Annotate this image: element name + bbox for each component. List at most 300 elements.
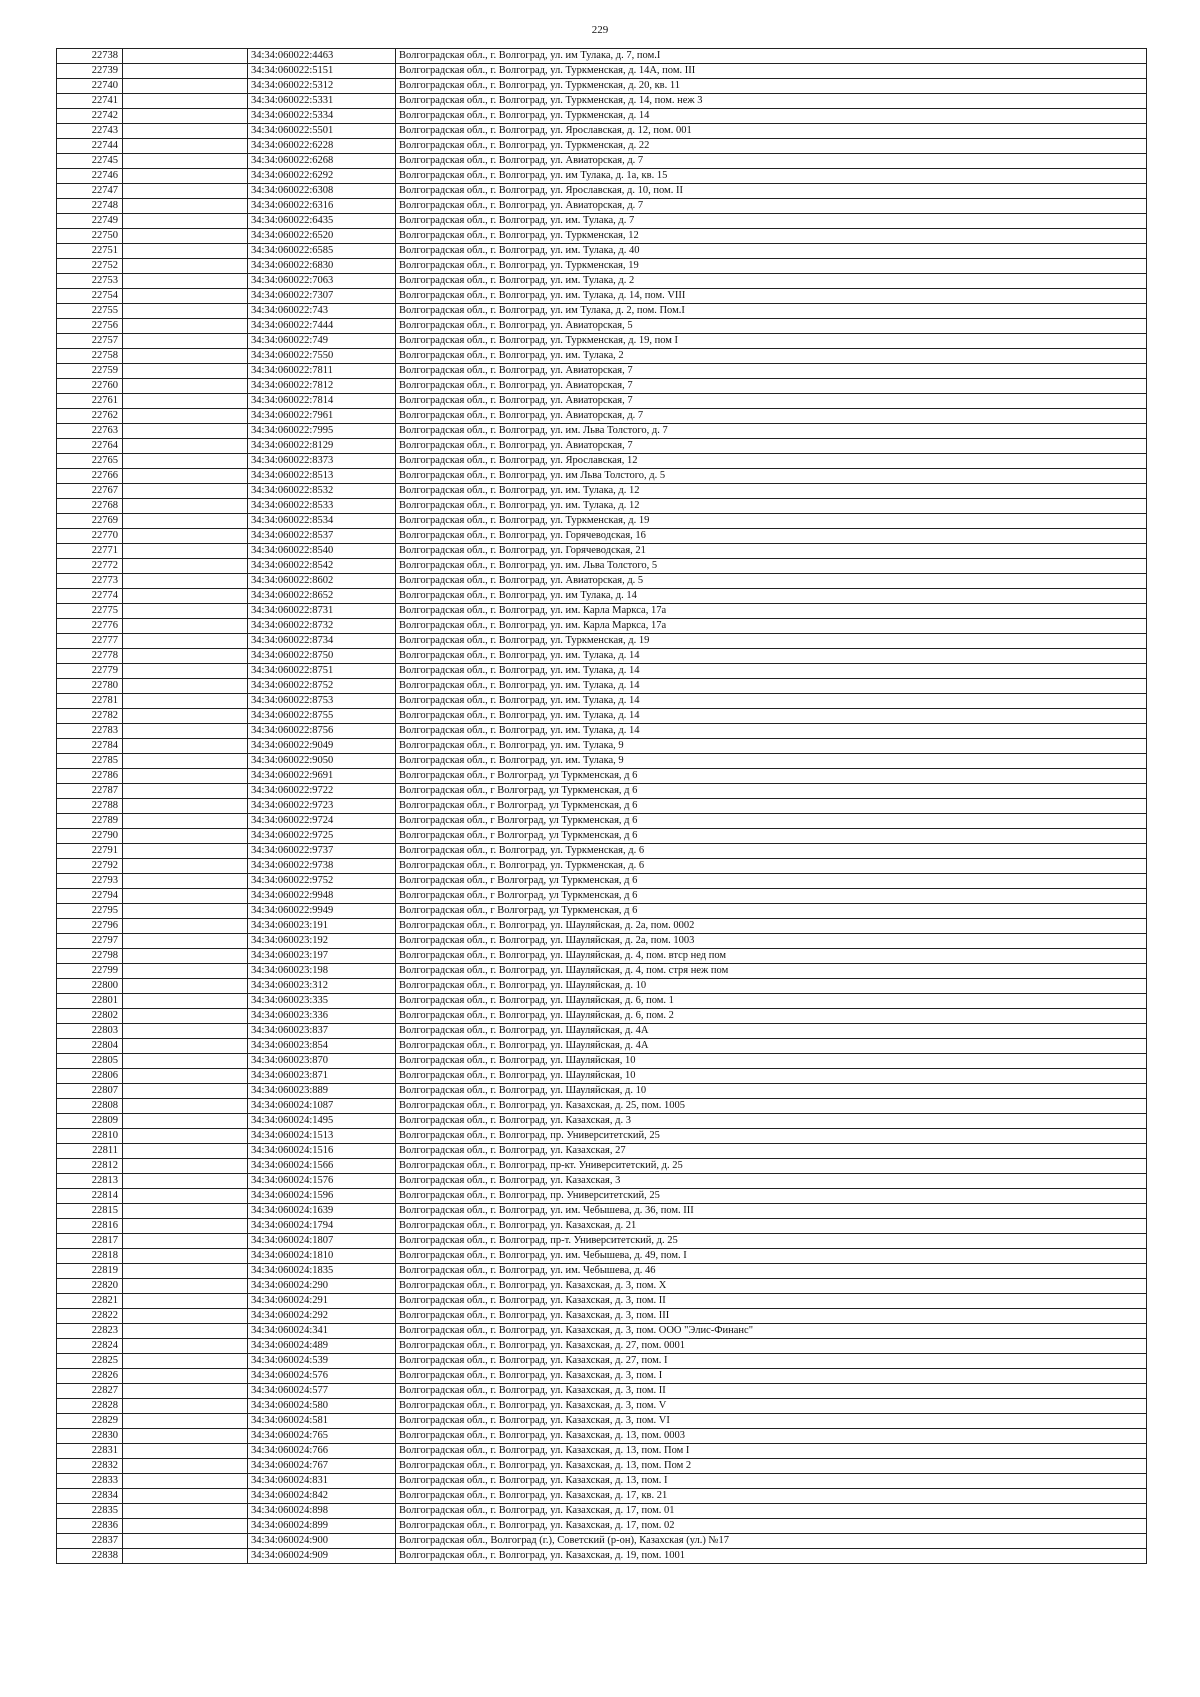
cadastral-number-cell: 34:34:060022:9724 [248,814,396,829]
row-number-cell: 22789 [57,814,123,829]
table-row [57,1354,1147,1369]
address-cell: Волгоградская обл., г. Волгоград, ул. Казахская, 27 [396,1144,1147,1159]
row-number-cell: 22835 [57,1504,123,1519]
row-number-cell: 22788 [57,799,123,814]
empty-cell [123,859,248,874]
table-row [57,1039,1147,1054]
cadastral-number-cell: 34:34:060024:1835 [248,1264,396,1279]
address-cell: Волгоградская обл., г. Волгоград, ул. Шауляйская, д. 10 [396,1084,1147,1099]
table-row [57,874,1147,889]
empty-cell [123,559,248,574]
empty-cell [123,784,248,799]
address-cell: Волгоградская обл., г. Волгоград, ул. Казахская, д. 25, пом. 1005 [396,1099,1147,1114]
table-row [57,1219,1147,1234]
table-row [57,364,1147,379]
address-cell: Волгоградская обл., Волгоград (г.), Советский (р-он), Казахская (ул.) №17 [396,1534,1147,1549]
cadastral-number-cell: 34:34:060023:336 [248,1009,396,1024]
cadastral-number-cell: 34:34:060024:290 [248,1279,396,1294]
empty-cell [123,1264,248,1279]
cadastral-number-cell: 34:34:060024:539 [248,1354,396,1369]
address-cell: Волгоградская обл., г. Волгоград, ул. им. Тулака, д. 12 [396,484,1147,499]
cadastral-number-cell: 34:34:060022:9725 [248,829,396,844]
empty-cell [123,469,248,484]
page-number: 229 [591,24,609,36]
cadastral-number-cell: 34:34:060022:7814 [248,394,396,409]
cadastral-number-cell: 34:34:060022:7550 [248,349,396,364]
address-cell: Волгоградская обл., г. Волгоград, ул. Казахская, д. 19, пом. 1001 [396,1549,1147,1564]
address-cell: Волгоградская обл., г. Волгоград, ул. Туркменская, д. 19 [396,514,1147,529]
row-number-cell: 22802 [57,1009,123,1024]
address-cell: Волгоградская обл., г. Волгоград, ул. им. Карла Маркса, 17а [396,619,1147,634]
address-cell: Волгоградская обл., г. Волгоград, ул. Авиаторская, 7 [396,364,1147,379]
row-number-cell: 22752 [57,259,123,274]
row-number-cell: 22828 [57,1399,123,1414]
address-cell: Волгоградская обл., г. Волгоград, ул. Авиаторская, 7 [396,379,1147,394]
row-number-cell: 22739 [57,64,123,79]
address-cell: Волгоградская обл., г. Волгоград, ул. Туркменская, д. 14, пом. неж 3 [396,94,1147,109]
table-row [57,964,1147,979]
address-cell: Волгоградская обл., г. Волгоград, ул. им. Чебышева, д. 36, пом. III [396,1204,1147,1219]
table-row [57,844,1147,859]
empty-cell [123,1159,248,1174]
empty-cell [123,1354,248,1369]
empty-cell [123,199,248,214]
cadastral-number-cell: 34:34:060022:9737 [248,844,396,859]
table-row [57,1489,1147,1504]
cadastral-number-cell: 34:34:060024:1639 [248,1204,396,1219]
cadastral-number-cell: 34:34:060022:5151 [248,64,396,79]
row-number-cell: 22744 [57,139,123,154]
row-number-cell: 22768 [57,499,123,514]
table-row [57,679,1147,694]
table-row [57,79,1147,94]
empty-cell [123,1099,248,1114]
empty-cell [123,379,248,394]
cadastral-number-cell: 34:34:060024:580 [248,1399,396,1414]
row-number-cell: 22745 [57,154,123,169]
table-row [57,334,1147,349]
row-number-cell: 22784 [57,739,123,754]
row-number-cell: 22827 [57,1384,123,1399]
row-number-cell: 22810 [57,1129,123,1144]
row-number-cell: 22803 [57,1024,123,1039]
address-cell: Волгоградская обл., г Волгоград, ул Туркменская, д 6 [396,904,1147,919]
row-number-cell: 22830 [57,1429,123,1444]
address-cell: Волгоградская обл., г. Волгоград, ул. Казахская, д. 21 [396,1219,1147,1234]
table-row [57,829,1147,844]
cadastral-number-cell: 34:34:060022:5501 [248,124,396,139]
row-number-cell: 22807 [57,1084,123,1099]
table-row [57,649,1147,664]
table-row [57,1279,1147,1294]
empty-cell [123,1069,248,1084]
empty-cell [123,1339,248,1354]
address-cell: Волгоградская обл., г. Волгоград, ул. им. Тулака, 9 [396,754,1147,769]
cadastral-number-cell: 34:34:060022:8513 [248,469,396,484]
address-cell: Волгоградская обл., г. Волгоград, ул. им. Тулака, д. 14 [396,724,1147,739]
address-cell: Волгоградская обл., г. Волгоград, ул. им. Льва Толстого, 5 [396,559,1147,574]
cadastral-number-cell: 34:34:060024:581 [248,1414,396,1429]
row-number-cell: 22834 [57,1489,123,1504]
table-row [57,1189,1147,1204]
empty-cell [123,439,248,454]
table-row [57,1474,1147,1489]
table-row [57,1414,1147,1429]
address-cell: Волгоградская обл., г. Волгоград, ул. им Тулака, д. 1а, кв. 15 [396,169,1147,184]
address-cell: Волгоградская обл., г. Волгоград, ул. Шауляйская, д. 4, пом. втср нед пом [396,949,1147,964]
table-row [57,1129,1147,1144]
cadastral-number-cell: 34:34:060024:577 [248,1384,396,1399]
empty-cell [123,994,248,1009]
address-cell: Волгоградская обл., г. Волгоград, ул. Горячеводская, 16 [396,529,1147,544]
row-number-cell: 22798 [57,949,123,964]
address-cell: Волгоградская обл., г. Волгоград, ул. Казахская, д. 3, пом. II [396,1294,1147,1309]
address-cell: Волгоградская обл., г. Волгоград, ул. Шауляйская, д. 4А [396,1024,1147,1039]
row-number-cell: 22824 [57,1339,123,1354]
address-cell: Волгоградская обл., г Волгоград, ул Туркменская, д 6 [396,814,1147,829]
address-cell: Волгоградская обл., г. Волгоград, ул. им. Чебышева, д. 49, пом. I [396,1249,1147,1264]
address-cell: Волгоградская обл., г. Волгоград, ул. Казахская, д. 3, пом. X [396,1279,1147,1294]
address-cell: Волгоградская обл., г. Волгоград, ул. Авиаторская, 7 [396,439,1147,454]
row-number-cell: 22754 [57,289,123,304]
row-number-cell: 22771 [57,544,123,559]
cadastral-number-cell: 34:34:060022:4463 [248,49,396,64]
address-cell: Волгоградская обл., г. Волгоград, ул. Казахская, д. 17, пом. 01 [396,1504,1147,1519]
cadastral-number-cell: 34:34:060023:870 [248,1054,396,1069]
empty-cell [123,574,248,589]
row-number-cell: 22820 [57,1279,123,1294]
address-cell: Волгоградская обл., г. Волгоград, пр. Университетский, 25 [396,1189,1147,1204]
row-number-cell: 22742 [57,109,123,124]
cadastral-number-cell: 34:34:060023:192 [248,934,396,949]
row-number-cell: 22812 [57,1159,123,1174]
row-number-cell: 22765 [57,454,123,469]
table-row [57,859,1147,874]
row-number-cell: 22738 [57,49,123,64]
table-row [57,439,1147,454]
empty-cell [123,949,248,964]
table-row [57,64,1147,79]
table-row [57,1114,1147,1129]
address-cell: Волгоградская обл., г. Волгоград, ул. Туркменская, д. 20, кв. 11 [396,79,1147,94]
cadastral-number-cell: 34:34:060023:191 [248,919,396,934]
empty-cell [123,694,248,709]
empty-cell [123,1429,248,1444]
address-cell: Волгоградская обл., г Волгоград, ул Туркменская, д 6 [396,799,1147,814]
row-number-cell: 22762 [57,409,123,424]
address-cell: Волгоградская обл., г. Волгоград, ул. Авиаторская, д. 5 [396,574,1147,589]
address-cell: Волгоградская обл., г. Волгоград, ул. им. Льва Толстого, д. 7 [396,424,1147,439]
cadastral-number-cell: 34:34:060022:5334 [248,109,396,124]
empty-cell [123,154,248,169]
row-number-cell: 22794 [57,889,123,904]
empty-cell [123,139,248,154]
table-row [57,304,1147,319]
cadastral-number-cell: 34:34:060024:899 [248,1519,396,1534]
address-cell: Волгоградская обл., г. Волгоград, ул. им. Тулака, 9 [396,739,1147,754]
table-row [57,289,1147,304]
table-row [57,244,1147,259]
table-row [57,379,1147,394]
cadastral-number-cell: 34:34:060022:9723 [248,799,396,814]
cadastral-number-cell: 34:34:060022:8540 [248,544,396,559]
table-row [57,49,1147,64]
empty-cell [123,904,248,919]
address-cell: Волгоградская обл., г. Волгоград, ул. Казахская, д. 3, пом. I [396,1369,1147,1384]
table-row [57,124,1147,139]
registry-table-container [56,48,1146,1564]
empty-cell [123,364,248,379]
empty-cell [123,1279,248,1294]
empty-cell [123,259,248,274]
empty-cell [123,1219,248,1234]
row-number-cell: 22780 [57,679,123,694]
address-cell: Волгоградская обл., г. Волгоград, ул. Шауляйская, д. 4А [396,1039,1147,1054]
table-row [57,94,1147,109]
empty-cell [123,109,248,124]
empty-cell [123,1504,248,1519]
table-row [57,754,1147,769]
empty-cell [123,589,248,604]
empty-cell [123,1489,248,1504]
row-number-cell: 22821 [57,1294,123,1309]
row-number-cell: 22836 [57,1519,123,1534]
empty-cell [123,244,248,259]
address-cell: Волгоградская обл., г. Волгоград, ул. Казахская, д. 17, пом. 02 [396,1519,1147,1534]
empty-cell [123,964,248,979]
table-row [57,1159,1147,1174]
row-number-cell: 22776 [57,619,123,634]
empty-cell [123,394,248,409]
row-number-cell: 22837 [57,1534,123,1549]
table-row [57,889,1147,904]
cadastral-number-cell: 34:34:060024:291 [248,1294,396,1309]
table-row [57,604,1147,619]
empty-cell [123,454,248,469]
address-cell: Волгоградская обл., г. Волгоград, ул. Казахская, д. 3, пом. II [396,1384,1147,1399]
table-row [57,424,1147,439]
table-row [57,1324,1147,1339]
table-row [57,1429,1147,1444]
row-number-cell: 22815 [57,1204,123,1219]
address-cell: Волгоградская обл., г. Волгоград, ул. Казахская, д. 13, пом. I [396,1474,1147,1489]
row-number-cell: 22758 [57,349,123,364]
address-cell: Волгоградская обл., г. Волгоград, ул. Туркменская, д. 19 [396,634,1147,649]
table-row [57,319,1147,334]
cadastral-number-cell: 34:34:060024:1566 [248,1159,396,1174]
address-cell: Волгоградская обл., г. Волгоград, ул. Казахская, д. 3, пом. III [396,1309,1147,1324]
address-cell: Волгоградская обл., г. Волгоград, ул. Шауляйская, 10 [396,1054,1147,1069]
row-number-cell: 22764 [57,439,123,454]
table-row [57,484,1147,499]
empty-cell [123,1174,248,1189]
cadastral-number-cell: 34:34:060022:7812 [248,379,396,394]
cadastral-number-cell: 34:34:060022:8602 [248,574,396,589]
row-number-cell: 22818 [57,1249,123,1264]
row-number-cell: 22816 [57,1219,123,1234]
cadastral-number-cell: 34:34:060022:9722 [248,784,396,799]
empty-cell [123,1534,248,1549]
address-cell: Волгоградская обл., г. Волгоград, ул. им Тулака, д. 2, пом. Пом.I [396,304,1147,319]
empty-cell [123,1009,248,1024]
cadastral-number-cell: 34:34:060022:8373 [248,454,396,469]
row-number-cell: 22804 [57,1039,123,1054]
row-number-cell: 22805 [57,1054,123,1069]
row-number-cell: 22797 [57,934,123,949]
row-number-cell: 22832 [57,1459,123,1474]
cadastral-number-cell: 34:34:060024:900 [248,1534,396,1549]
table-row [57,169,1147,184]
address-cell: Волгоградская обл., г. Волгоград, ул. Туркменская, д. 22 [396,139,1147,154]
row-number-cell: 22786 [57,769,123,784]
table-row [57,799,1147,814]
row-number-cell: 22790 [57,829,123,844]
address-cell: Волгоградская обл., г. Волгоград, ул. Туркменская, 19 [396,259,1147,274]
cadastral-number-cell: 34:34:060022:8533 [248,499,396,514]
address-cell: Волгоградская обл., г. Волгоград, ул. им. Тулака, д. 40 [396,244,1147,259]
table-row [57,574,1147,589]
address-cell: Волгоградская обл., г. Волгоград, ул. Казахская, д. 13, пом. Пом I [396,1444,1147,1459]
row-number-cell: 22777 [57,634,123,649]
cadastral-number-cell: 34:34:060024:1513 [248,1129,396,1144]
empty-cell [123,514,248,529]
address-cell: Волгоградская обл., г. Волгоград, ул. Ярославская, д. 12, пом. 001 [396,124,1147,139]
row-number-cell: 22781 [57,694,123,709]
table-row [57,994,1147,1009]
address-cell: Волгоградская обл., г. Волгоград, ул. им. Тулака, д. 14, пом. VIII [396,289,1147,304]
registry-table-body [57,49,1147,1564]
row-number-cell: 22813 [57,1174,123,1189]
cadastral-number-cell: 34:34:060024:831 [248,1474,396,1489]
table-row [57,619,1147,634]
address-cell: Волгоградская обл., г. Волгоград, ул. Туркменская, д. 19, пом I [396,334,1147,349]
address-cell: Волгоградская обл., г. Волгоград, ул. им Тулака, д. 14 [396,589,1147,604]
address-cell: Волгоградская обл., г. Волгоград, ул. им. Тулака, д. 14 [396,709,1147,724]
empty-cell [123,604,248,619]
table-row [57,1234,1147,1249]
address-cell: Волгоградская обл., г. Волгоград, ул. Авиаторская, 5 [396,319,1147,334]
empty-cell [123,1519,248,1534]
empty-cell [123,94,248,109]
empty-cell [123,1144,248,1159]
table-row [57,1099,1147,1114]
row-number-cell: 22753 [57,274,123,289]
cadastral-number-cell: 34:34:060022:8755 [248,709,396,724]
row-number-cell: 22795 [57,904,123,919]
table-row [57,1264,1147,1279]
table-row [57,1459,1147,1474]
table-row [57,1549,1147,1564]
row-number-cell: 22766 [57,469,123,484]
row-number-cell: 22808 [57,1099,123,1114]
cadastral-number-cell: 34:34:060022:8751 [248,664,396,679]
cadastral-number-cell: 34:34:060022:8732 [248,619,396,634]
cadastral-number-cell: 34:34:060022:6228 [248,139,396,154]
address-cell: Волгоградская обл., г. Волгоград, ул. Казахская, д. 3, пом. VI [396,1414,1147,1429]
empty-cell [123,184,248,199]
cadastral-number-cell: 34:34:060022:9948 [248,889,396,904]
empty-cell [123,1474,248,1489]
cadastral-number-cell: 34:34:060022:8537 [248,529,396,544]
empty-cell [123,124,248,139]
row-number-cell: 22761 [57,394,123,409]
cadastral-number-cell: 34:34:060022:8534 [248,514,396,529]
empty-cell [123,544,248,559]
address-cell: Волгоградская обл., г. Волгоград, ул. им. Тулака, д. 2 [396,274,1147,289]
cadastral-number-cell: 34:34:060022:7995 [248,424,396,439]
address-cell: Волгоградская обл., г. Волгоград, ул. им Тулака, д. 7, пом.I [396,49,1147,64]
address-cell: Волгоградская обл., г. Волгоград, ул. Авиаторская, д. 7 [396,154,1147,169]
row-number-cell: 22760 [57,379,123,394]
cadastral-number-cell: 34:34:060024:1576 [248,1174,396,1189]
empty-cell [123,79,248,94]
row-number-cell: 22779 [57,664,123,679]
address-cell: Волгоградская обл., г. Волгоград, ул. Шауляйская, д. 6, пом. 1 [396,994,1147,1009]
row-number-cell: 22793 [57,874,123,889]
table-row [57,1069,1147,1084]
empty-cell [123,1024,248,1039]
table-row [57,559,1147,574]
cadastral-number-cell: 34:34:060024:765 [248,1429,396,1444]
empty-cell [123,334,248,349]
table-row [57,214,1147,229]
table-row [57,229,1147,244]
row-number-cell: 22743 [57,124,123,139]
address-cell: Волгоградская обл., г. Волгоград, ул. им. Чебышева, д. 46 [396,1264,1147,1279]
address-cell: Волгоградская обл., г. Волгоград, ул. Казахская, д. 13, пом. 0003 [396,1429,1147,1444]
cadastral-number-cell: 34:34:060022:9691 [248,769,396,784]
row-number-cell: 22773 [57,574,123,589]
cadastral-number-cell: 34:34:060022:6830 [248,259,396,274]
address-cell: Волгоградская обл., г. Волгоград, ул. Шауляйская, 10 [396,1069,1147,1084]
address-cell: Волгоградская обл., г. Волгоград, ул. Казахская, 3 [396,1174,1147,1189]
empty-cell [123,1204,248,1219]
row-number-cell: 22823 [57,1324,123,1339]
cadastral-number-cell: 34:34:060022:5312 [248,79,396,94]
row-number-cell: 22778 [57,649,123,664]
address-cell: Волгоградская обл., г. Волгоград, ул. им. Тулака, д. 14 [396,664,1147,679]
table-row [57,589,1147,604]
row-number-cell: 22791 [57,844,123,859]
address-cell: Волгоградская обл., г. Волгоград, ул. Авиаторская, 7 [396,394,1147,409]
row-number-cell: 22759 [57,364,123,379]
empty-cell [123,649,248,664]
table-row [57,739,1147,754]
empty-cell [123,304,248,319]
address-cell: Волгоградская обл., г Волгоград, ул Туркменская, д 6 [396,889,1147,904]
row-number-cell: 22763 [57,424,123,439]
address-cell: Волгоградская обл., г. Волгоград, ул. Казахская, д. 13, пом. Пом 2 [396,1459,1147,1474]
empty-cell [123,814,248,829]
address-cell: Волгоградская обл., г. Волгоград, ул. Авиаторская, д. 7 [396,199,1147,214]
empty-cell [123,874,248,889]
table-row [57,904,1147,919]
cadastral-number-cell: 34:34:060022:8734 [248,634,396,649]
table-row [57,1519,1147,1534]
empty-cell [123,934,248,949]
address-cell: Волгоградская обл., г. Волгоград, ул. Шауляйская, д. 6, пом. 2 [396,1009,1147,1024]
row-number-cell: 22767 [57,484,123,499]
row-number-cell: 22748 [57,199,123,214]
table-row [57,979,1147,994]
row-number-cell: 22785 [57,754,123,769]
address-cell: Волгоградская обл., г. Волгоград, ул. Туркменская, д. 6 [396,859,1147,874]
table-row [57,1144,1147,1159]
address-cell: Волгоградская обл., г. Волгоград, ул. им. Тулака, д. 14 [396,649,1147,664]
cadastral-number-cell: 34:34:060022:9050 [248,754,396,769]
row-number-cell: 22755 [57,304,123,319]
address-cell: Волгоградская обл., г. Волгоград, ул. им. Тулака, д. 14 [396,679,1147,694]
